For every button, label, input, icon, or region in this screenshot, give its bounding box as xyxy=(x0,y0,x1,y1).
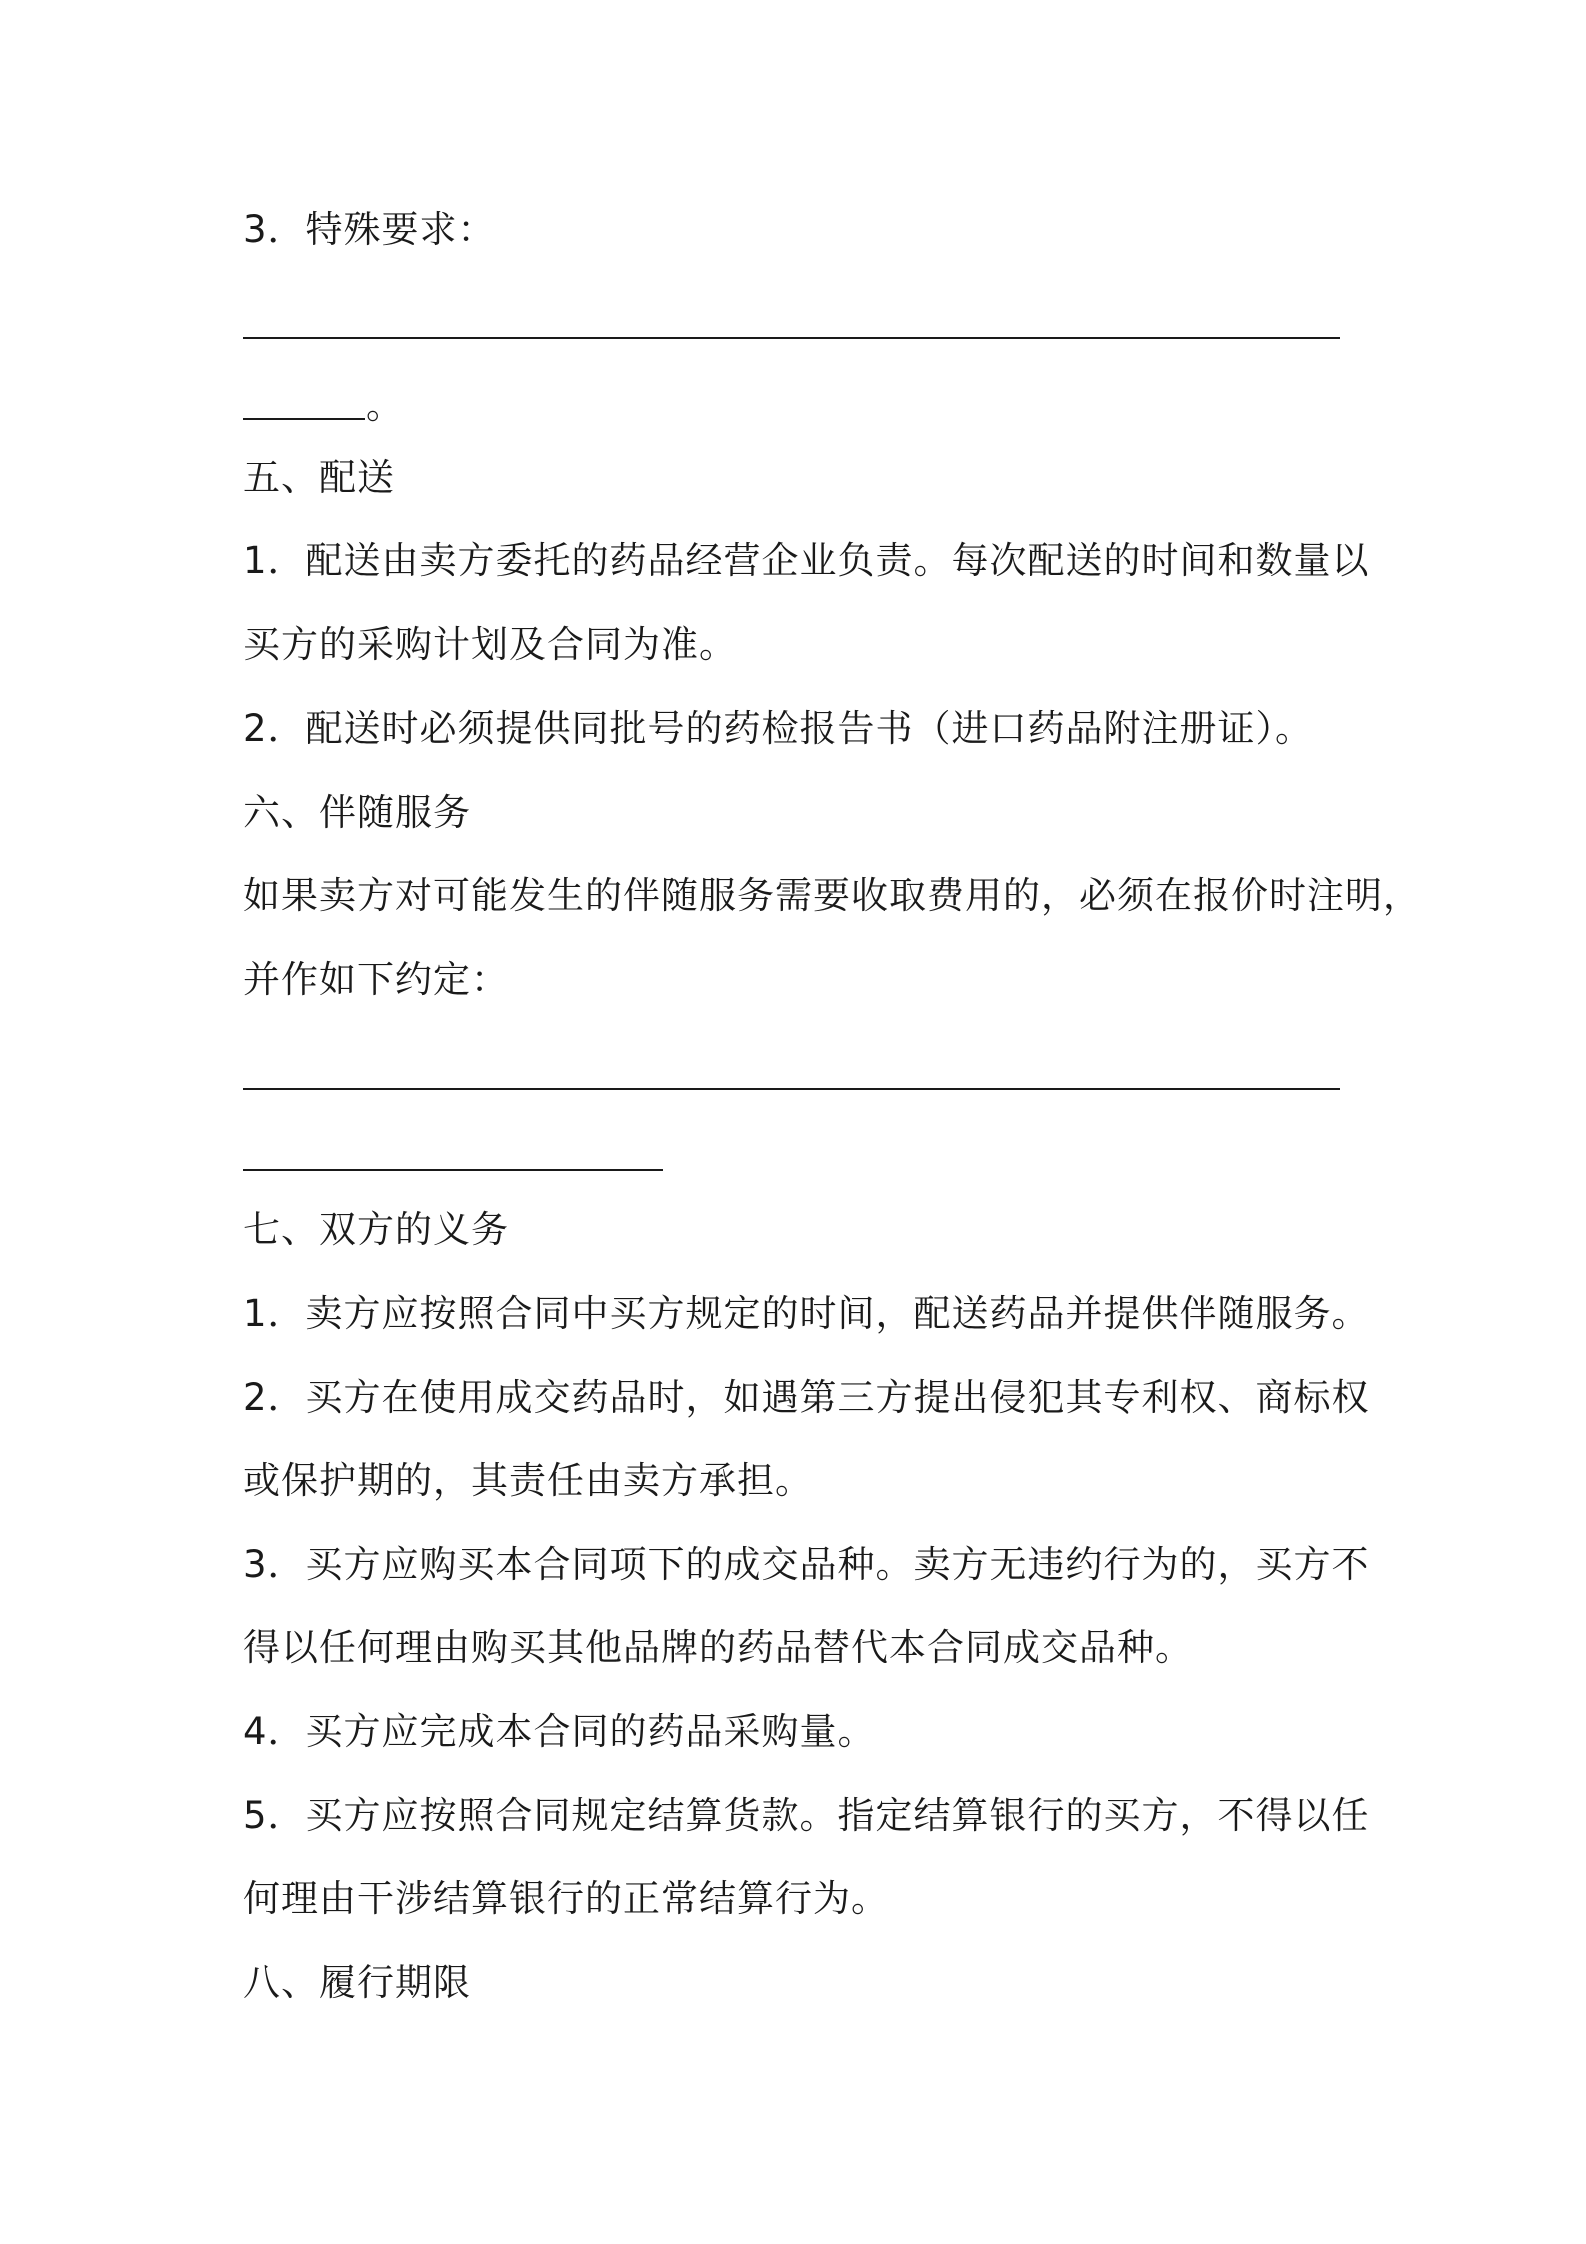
fill-in-blank-line xyxy=(243,418,365,420)
clause-text: 5．买方应按照合同规定结算货款。指定结算银行的买方，不得以任 xyxy=(243,1794,1370,1837)
clause-text: 1．配送由卖方委托的药品经营企业负责。每次配送的时间和数量以 xyxy=(243,539,1370,582)
fill-in-blank-line xyxy=(243,1088,1340,1090)
clause-text: 得以任何理由购买其他品牌的药品替代本合同成交品种。 xyxy=(243,1626,1193,1669)
clause-text: 4．买方应完成本合同的药品采购量。 xyxy=(243,1710,876,1753)
clause-text: 买方的采购计划及合同为准。 xyxy=(243,623,737,666)
blank-end-punctuation: 。 xyxy=(366,384,403,427)
section-heading-delivery: 五、配送 xyxy=(243,456,395,499)
clause-text: 或保护期的，其责任由卖方承担。 xyxy=(243,1459,813,1502)
clause-text: 2．买方在使用成交药品时，如遇第三方提出侵犯其专利权、商标权 xyxy=(243,1376,1370,1419)
clause-special-requirements: 3．特殊要求： xyxy=(243,208,496,251)
fill-in-blank-line xyxy=(243,1169,663,1171)
clause-text: 何理由干涉结算银行的正常结算行为。 xyxy=(243,1877,889,1920)
fill-in-blank-line xyxy=(243,337,1340,339)
section-heading-obligations: 七、双方的义务 xyxy=(243,1208,509,1251)
clause-text: 1．卖方应按照合同中买方规定的时间，配送药品并提供伴随服务。 xyxy=(243,1292,1370,1335)
section-heading-performance-period: 八、履行期限 xyxy=(243,1961,471,2004)
clause-text: 并作如下约定： xyxy=(243,958,509,1001)
clause-text: 3．买方应购买本合同项下的成交品种。卖方无违约行为的，买方不 xyxy=(243,1543,1370,1586)
clause-text: 2．配送时必须提供同批号的药检报告书（进口药品附注册证）。 xyxy=(243,707,1314,750)
section-heading-accompanying-services: 六、伴随服务 xyxy=(243,791,471,834)
clause-text: 如果卖方对可能发生的伴随服务需要收取费用的，必须在报价时注明， xyxy=(243,874,1421,917)
